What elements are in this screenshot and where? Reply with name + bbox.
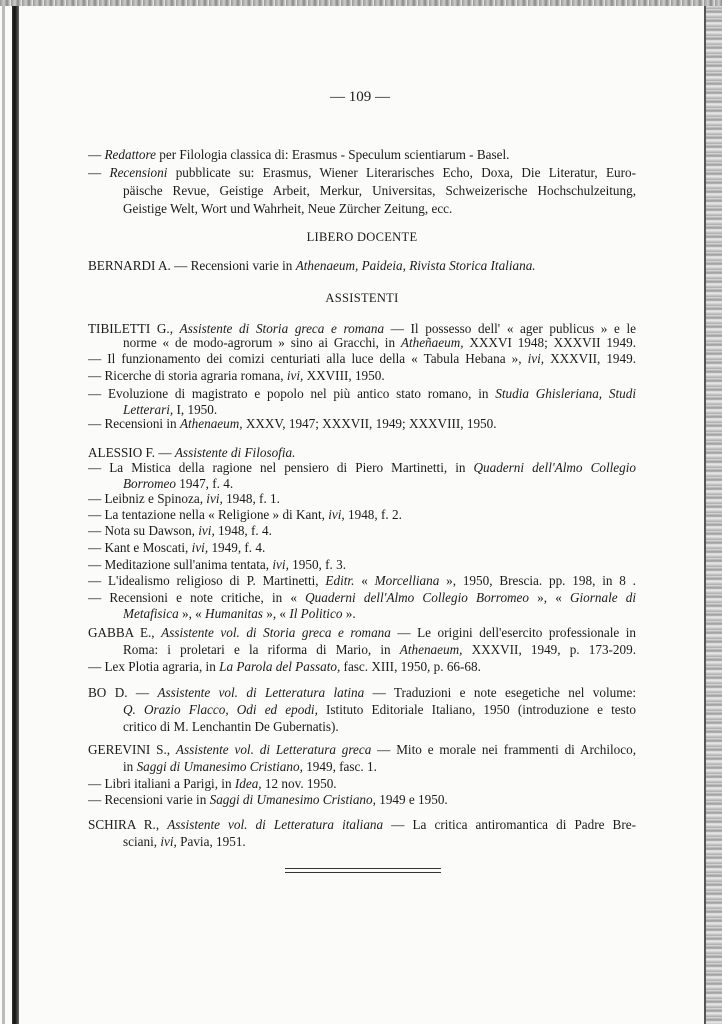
text-segment: XXXVII, 1949, p. 173-209.: [462, 642, 636, 657]
text-segment: — Le origini dell'esercito professionale in: [390, 625, 636, 640]
italic-text: Redattore: [104, 147, 156, 162]
italic-text: ivi,: [191, 540, 209, 555]
text-segment: — La tentazione nella « Religione » di Kant,: [88, 507, 329, 522]
text-line: [88, 658, 636, 676]
text-segment: BERNARDI A. — Recensioni varie in: [88, 258, 296, 273]
italic-text: Assistente vol. di Letteratura latina: [157, 685, 365, 700]
italic-text: ivi,: [160, 834, 177, 849]
italic-text: Recensioni: [109, 165, 168, 180]
italic-text: ivi,: [328, 507, 345, 522]
section-heading: [88, 289, 636, 307]
text-segment: critico di M. Lenchantin De Gubernatis).: [123, 719, 339, 734]
italic-text: Saggi di Umanesimo Cristiano,: [209, 792, 376, 807]
italic-text: Humanitas: [205, 606, 263, 621]
italic-text: ivi,: [206, 491, 223, 506]
text-segment: fasc. XIII, 1950, p. 66-68.: [340, 659, 481, 674]
text-segment: 1948, f. 4.: [214, 523, 272, 538]
section-heading: [88, 228, 636, 246]
text-segment: — Mito e morale nei frammenti di Archiloco,: [371, 742, 636, 757]
italic-text: Assistente vol. di Letteratura italiana: [167, 817, 384, 832]
text-segment: — Libri italiani a Parigi, in: [88, 776, 235, 791]
text-line: [123, 605, 636, 623]
text-segment: — Nota su Dawson,: [88, 523, 199, 538]
text-segment: XXVIII, 1950.: [303, 368, 385, 383]
text-line: [123, 833, 636, 851]
text-segment: — L'idealismo religioso di P. Martinetti,: [88, 573, 326, 588]
text-line: [88, 146, 636, 164]
text-segment: LIBERO DOCENTE: [306, 230, 418, 244]
italic-text: Assistente vol. di Storia greca e romana: [161, 625, 391, 640]
text-segment: per Filologia classica di: Erasmus - Speculum scientiarum - Basel.: [156, 147, 510, 162]
text-segment: 1948, f. 1.: [222, 491, 280, 506]
text-segment: — Il possesso dell' « ager publicus » e le: [384, 321, 636, 336]
text-line: [88, 539, 636, 557]
italic-text: Quaderni dell'Almo Collegio Borromeo: [305, 590, 530, 605]
italic-text: Quaderni dell'Almo Collegio: [473, 460, 636, 475]
italic-text: Atheñaeum,: [400, 335, 464, 350]
text-segment: päische Revue, Geistige Arbeit, Merkur, Universitas, Schweizerische Hochschulzeitung,: [123, 183, 636, 198]
italic-text: Saggi di Umanesimo Cristiano,: [136, 759, 303, 774]
text-segment: 1949, f. 4.: [208, 540, 266, 555]
text-line: [88, 624, 636, 642]
text-segment: TIBILETTI G.,: [88, 321, 180, 336]
text-segment: — La critica antiromantica di Padre Bre-: [383, 817, 636, 832]
italic-text: Idea,: [234, 776, 262, 791]
text-segment: 1947, f. 4.: [176, 476, 234, 491]
italic-text: ivi,: [286, 368, 304, 383]
text-segment: —: [88, 165, 110, 180]
text-line: [88, 816, 636, 834]
text-line: [88, 367, 636, 385]
text-line: [88, 350, 636, 368]
text-segment: Geistige Welt, Wort und Wahrheit, Neue Zürcher Zeitung, ecc.: [123, 201, 453, 216]
italic-text: Editr.: [325, 573, 355, 588]
text-segment: — Ricerche di storia agraria romana,: [88, 368, 287, 383]
text-segment: GABBA E.,: [88, 625, 162, 640]
text-segment: — Recensioni varie in: [88, 792, 210, 807]
scan-border-left-outer: [2, 0, 5, 1024]
text-segment: GEREVINI S.,: [88, 742, 176, 757]
text-segment: ».: [342, 606, 356, 621]
text-segment: 12 nov. 1950.: [261, 776, 337, 791]
italic-text: Athenaeum,: [179, 416, 243, 431]
text-segment: Istituto Editoriale Italiano, 1950 (introduzione e testo: [317, 702, 636, 717]
italic-text: Studia Ghisleriana, Studi: [495, 386, 636, 401]
text-segment: —: [88, 147, 105, 162]
closing-rule-top: [285, 868, 441, 869]
italic-text: Letterari,: [123, 402, 174, 417]
text-segment: 1949, fasc. 1.: [302, 759, 377, 774]
text-line: [88, 415, 636, 433]
scan-border-top: [0, 0, 722, 6]
italic-text: Il Politico: [289, 606, 343, 621]
italic-text: Giornale di: [569, 590, 636, 605]
closing-rule-bottom: [285, 872, 441, 873]
text-line: [123, 641, 636, 659]
text-line: [123, 701, 636, 719]
italic-text: ivi,: [527, 351, 545, 366]
text-line: [88, 572, 636, 590]
text-segment: — Kant e Moscati,: [88, 540, 192, 555]
text-segment: «: [354, 573, 375, 588]
text-segment: Roma: i proletari e la riforma di Mario, in: [123, 642, 400, 657]
text-segment: — La Mistica della ragione nel pensiero di Piero Martinetti, in: [88, 460, 474, 475]
text-segment: », «: [529, 590, 570, 605]
text-segment: in: [123, 759, 137, 774]
text-segment: — Recensioni in: [88, 416, 180, 431]
italic-text: Borromeo: [123, 476, 176, 491]
text-segment: — Leibniz e Spinoza,: [88, 491, 207, 506]
text-segment: I, 1950.: [173, 402, 218, 417]
text-line: [88, 741, 636, 759]
text-segment: SCHIRA R.,: [88, 817, 168, 832]
italic-text: Assistente di Filosofia.: [174, 445, 296, 460]
text-segment: — Evoluzione di magistrato e popolo nel più antico stato romano, in: [88, 386, 496, 401]
text-segment: — Recensioni e note critiche, in «: [88, 590, 306, 605]
italic-text: La Parola del Passato,: [219, 659, 341, 674]
page-number: — 109 —: [330, 89, 390, 105]
text-line: [123, 200, 636, 218]
text-line: [88, 164, 636, 182]
text-segment: », «: [262, 606, 290, 621]
text-segment: — Meditazione sull'anima tentata,: [88, 557, 273, 572]
text-line: [88, 257, 636, 275]
italic-text: ivi,: [272, 557, 289, 572]
text-segment: XXXVI 1948; XXXVII 1949.: [463, 335, 636, 350]
text-segment: ASSISTENTI: [325, 291, 399, 305]
italic-text: Metafisica: [123, 606, 179, 621]
text-line: [88, 684, 636, 702]
text-segment: 1948, f. 2.: [344, 507, 402, 522]
text-segment: 1949 e 1950.: [375, 792, 448, 807]
text-line: [123, 758, 636, 776]
text-segment: XXXVII, 1949.: [544, 351, 636, 366]
italic-text: Assistente vol. di Letteratura greca: [175, 742, 372, 757]
italic-text: Athenaeum,: [399, 642, 463, 657]
italic-text: ivi,: [198, 523, 215, 538]
text-line: [123, 182, 636, 200]
italic-text: Morcelliana: [374, 573, 440, 588]
text-line: [123, 718, 636, 736]
text-segment: », «: [178, 606, 206, 621]
text-segment: 1950, f. 3.: [288, 557, 347, 572]
text-segment: XXXV, 1947; XXXVII, 1949; XXXVIII, 1950.: [242, 416, 497, 431]
text-segment: — Traduzioni e note esegetiche nel volume:: [364, 685, 636, 700]
scan-border-right: [706, 0, 722, 1024]
text-line: [88, 522, 636, 540]
text-segment: Pavia, 1951.: [176, 834, 246, 849]
text-segment: ALESSIO F. —: [88, 445, 175, 460]
text-segment: — Il funzionamento dei comizi centuriati alla luce della « Tabula Hebana »,: [88, 351, 528, 366]
text-segment: BO D. —: [88, 685, 158, 700]
scan-border-left: [12, 0, 19, 1024]
text-segment: sciani,: [123, 834, 161, 849]
text-segment: pubblicate su: Erasmus, Wiener Literarisches Echo, Doxa, Die Literatur, Euro-: [167, 165, 636, 180]
italic-text: Athenaeum, Paideia, Rivista Storica Italiana.: [295, 258, 536, 273]
text-segment: norme « de modo-agrorum » sino ai Gracchi, in: [123, 335, 401, 350]
text-segment: », 1950, Brescia. pp. 198, in 8 .: [439, 573, 636, 588]
text-line: [88, 791, 636, 809]
text-segment: — Lex Plotia agraria, in: [88, 659, 220, 674]
italic-text: Assistente di Storia greca e romana: [179, 321, 385, 336]
italic-text: Q. Orazio Flacco, Odi ed epodi,: [123, 702, 318, 717]
